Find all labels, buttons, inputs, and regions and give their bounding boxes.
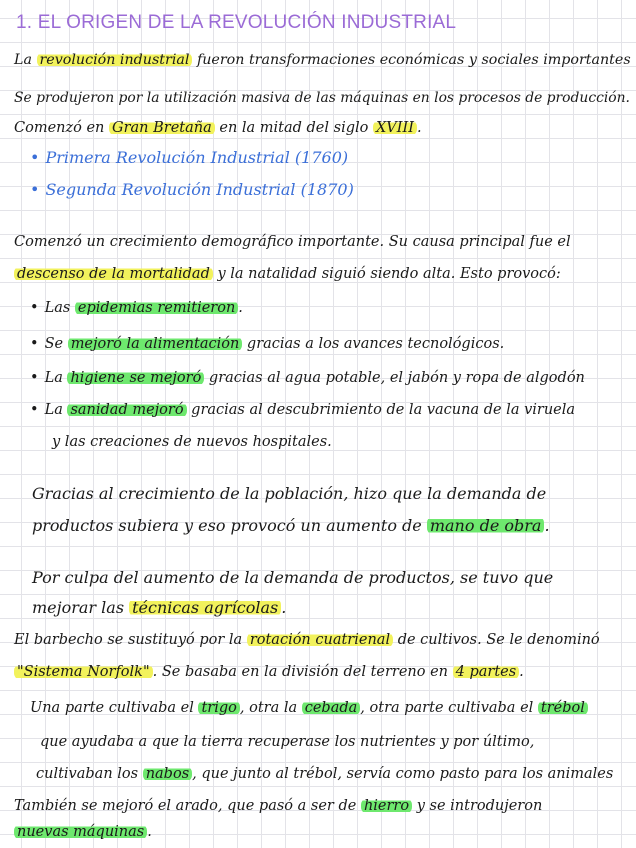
highlight-yellow: técnicas agrícolas bbox=[129, 598, 281, 617]
text: Por culpa del aumento de la demanda de productos, se tuvo que bbox=[32, 568, 554, 587]
text: fueron transformaciones económicas y sociales importantes bbox=[196, 52, 631, 68]
note-line bbox=[14, 118, 422, 138]
text: . bbox=[544, 516, 550, 535]
text: Segunda Revolución Industrial (1870) bbox=[45, 180, 354, 199]
note-line bbox=[14, 50, 631, 70]
text: cultivaban los bbox=[36, 766, 139, 782]
highlight-yellow: XVIII bbox=[373, 120, 417, 136]
text: de cultivos. Se le denominó bbox=[397, 632, 600, 648]
note-line bbox=[32, 598, 286, 618]
text: Comenzó un crecimiento demográfico importante. Su causa principal fue el bbox=[14, 234, 571, 250]
note-line bbox=[14, 630, 600, 650]
text: y se introdujeron bbox=[416, 798, 543, 814]
bullet-dot: • bbox=[30, 300, 39, 316]
highlight-green: mano de obra bbox=[427, 516, 545, 535]
text: . bbox=[147, 824, 152, 840]
text: gracias a los avances tecnológicos. bbox=[246, 336, 505, 352]
text: y la natalidad siguió siendo alta. Esto provocó: bbox=[217, 266, 561, 282]
highlight-yellow: 4 partes bbox=[453, 664, 520, 680]
text: Las bbox=[44, 300, 71, 316]
highlight-yellow: "Sistema Norfolk" bbox=[14, 664, 153, 680]
bullet-item bbox=[30, 148, 348, 168]
note-line bbox=[32, 484, 546, 504]
text: La bbox=[44, 370, 63, 386]
text: Se produjeron por la utilización masiva de las máquinas en los procesos de producción. bbox=[14, 90, 630, 106]
highlight-green: hierro bbox=[361, 798, 412, 814]
bullet-dot: • bbox=[30, 180, 40, 199]
note-line bbox=[14, 232, 571, 252]
note-line bbox=[32, 516, 550, 536]
note-line bbox=[32, 568, 553, 588]
bullet-dot: • bbox=[30, 402, 39, 418]
text: . bbox=[519, 664, 524, 680]
text: productos subiera y eso provocó un aumento de bbox=[32, 516, 422, 535]
bullet-dot: • bbox=[30, 370, 39, 386]
text: Una parte cultivaba el bbox=[30, 700, 194, 716]
text: Primera Revolución Industrial (1760) bbox=[45, 148, 349, 167]
highlight-yellow: rotación cuatrienal bbox=[247, 632, 393, 648]
note-line bbox=[52, 432, 332, 452]
bullet-item bbox=[30, 334, 504, 354]
bullet-item bbox=[30, 400, 575, 420]
text: , otra la bbox=[239, 700, 298, 716]
bullet-item bbox=[30, 298, 243, 318]
text: gracias al descubrimiento de la vacuna de la viruela bbox=[191, 402, 576, 418]
text: . bbox=[238, 300, 243, 316]
text: También se mejoró el arado, que pasó a ser de bbox=[14, 798, 357, 814]
highlight-yellow: descenso de la mortalidad bbox=[14, 266, 213, 282]
note-line bbox=[14, 796, 542, 816]
text: La bbox=[14, 52, 32, 68]
text: en la mitad del siglo bbox=[219, 120, 369, 136]
bullet-dot: • bbox=[30, 148, 40, 167]
text: Comenzó en bbox=[14, 120, 105, 136]
highlight-green: mejoró la alimentación bbox=[68, 336, 243, 352]
highlight-green: cebada bbox=[302, 700, 361, 716]
highlight-green: trébol bbox=[538, 700, 588, 716]
bullet-item bbox=[30, 180, 354, 200]
note-line bbox=[36, 764, 613, 784]
note-line bbox=[14, 264, 561, 284]
highlight-yellow: revolución industrial bbox=[37, 52, 193, 68]
text: mejorar las bbox=[32, 598, 125, 617]
note-line bbox=[40, 732, 534, 752]
text: . Se basaba en la división del terreno en bbox=[152, 664, 449, 680]
text: , otra parte cultivaba el bbox=[360, 700, 534, 716]
bullet-dot: • bbox=[30, 336, 39, 352]
text: y las creaciones de nuevos hospitales. bbox=[52, 434, 332, 450]
text: . bbox=[416, 120, 422, 136]
highlight-green: higiene se mejoró bbox=[67, 370, 204, 386]
text: Gracias al crecimiento de la población, hizo que la demanda de bbox=[32, 484, 547, 503]
text: , que junto al trébol, servía como pasto para los animales bbox=[192, 766, 614, 782]
note-line bbox=[14, 662, 524, 682]
highlight-green: epidemias remitieron bbox=[75, 300, 238, 316]
highlight-green: trigo bbox=[198, 700, 239, 716]
highlight-yellow: Gran Bretaña bbox=[109, 120, 215, 136]
text: La bbox=[44, 402, 63, 418]
text: Se bbox=[44, 336, 64, 352]
highlight-green: nabos bbox=[143, 766, 192, 782]
text: gracias al agua potable, el jabón y ropa de algodón bbox=[208, 370, 585, 386]
note-line bbox=[14, 88, 630, 108]
text: El barbecho se sustituyó por la bbox=[14, 632, 243, 648]
page-title: 1. EL ORIGEN DE LA REVOLUCIÓN INDUSTRIAL bbox=[16, 12, 457, 33]
text: que ayudaba a que la tierra recuperase los nutrientes y por último, bbox=[40, 734, 535, 750]
highlight-green: sanidad mejoró bbox=[67, 402, 186, 418]
note-line bbox=[14, 822, 152, 842]
bullet-item bbox=[30, 368, 585, 388]
highlight-green: nuevas máquinas bbox=[14, 824, 147, 840]
note-line bbox=[30, 698, 588, 718]
text: . bbox=[281, 598, 287, 617]
